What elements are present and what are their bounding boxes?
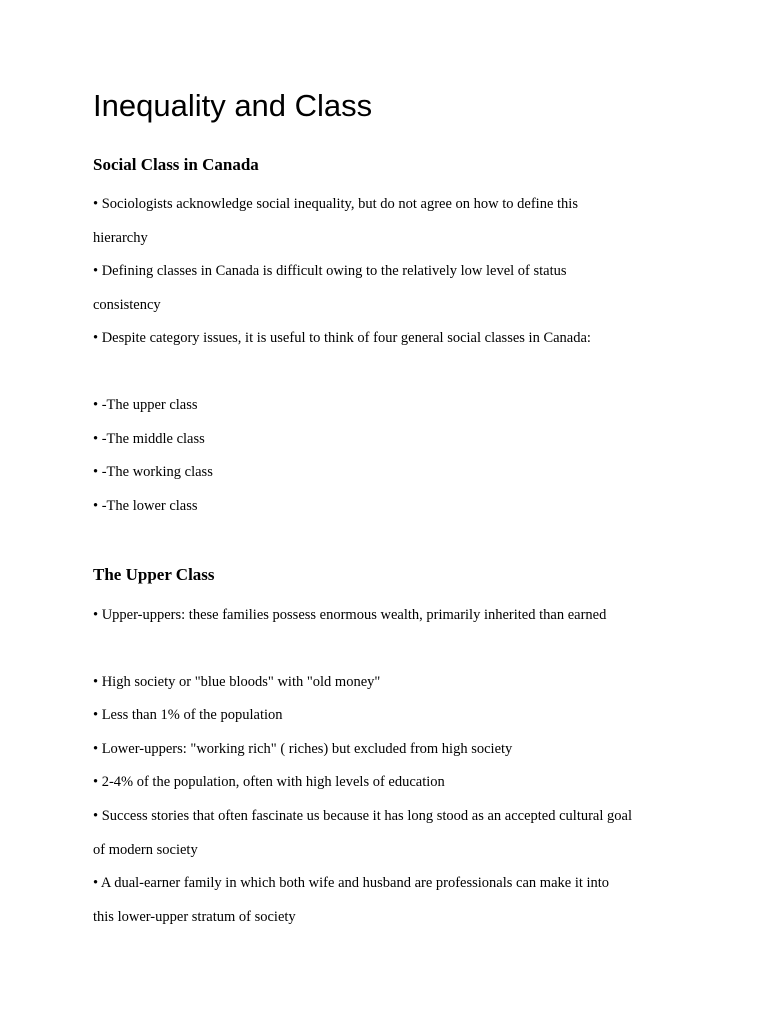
- bullet-item: • Despite category issues, it is useful to think of four general social classes in Canada:: [93, 330, 591, 346]
- bullet-item: • 2-4% of the population, often with high levels of education: [93, 774, 445, 790]
- bullet-item: • Lower-uppers: "working rich" ( riches) but excluded from high society: [93, 741, 513, 757]
- bullet-item: • A dual-earner family in which both wife and husband are professionals can make it into this lower-upper stratum of society: [93, 875, 610, 925]
- bullet-item: • Upper-uppers: these families possess enormous wealth, primarily inherited than earned: [93, 607, 607, 623]
- bullet-item: • Less than 1% of the population: [93, 707, 283, 723]
- bullet-item: • High society or "blue bloods" with "old money": [93, 674, 381, 690]
- section-heading-social-class: Social Class in Canada: [93, 155, 259, 174]
- section-heading-upper-class: The Upper Class: [93, 565, 215, 584]
- bullet-item: • -The upper class: [93, 397, 198, 413]
- bullet-item: • -The lower class: [93, 498, 198, 514]
- bullet-item: • Defining classes in Canada is difficult owing to the relatively low level of status consistency: [93, 263, 567, 313]
- bullet-item: • -The middle class: [93, 431, 205, 447]
- bullet-item: • Sociologists acknowledge social inequality, but do not agree on how to define this hierarchy: [93, 196, 578, 246]
- document-title: Inequality and Class: [93, 88, 373, 123]
- bullet-item: • Success stories that often fascinate us because it has long stood as an accepted cultural goal of modern society: [93, 808, 632, 858]
- bullet-item: • -The working class: [93, 464, 213, 480]
